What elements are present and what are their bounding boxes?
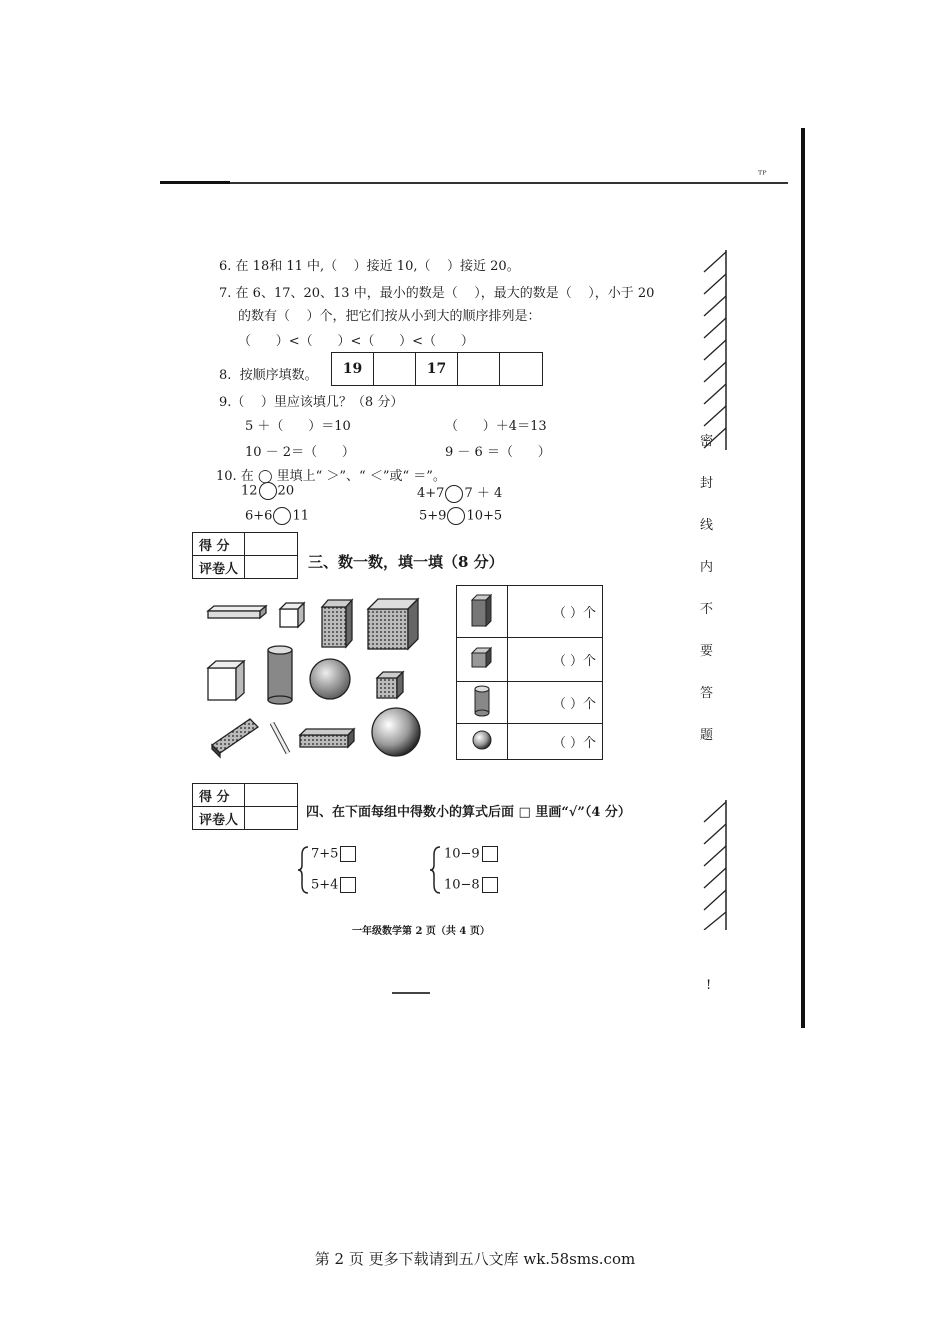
grader-label: 评卷人 xyxy=(193,807,245,830)
tall-cuboid-icon xyxy=(322,600,352,647)
sequence-boxes xyxy=(331,352,543,386)
compare-b-right: 7 ＋ 4 xyxy=(464,486,503,501)
flat-cuboid-icon xyxy=(300,729,354,747)
sphere-icon xyxy=(310,659,350,699)
count-row-shape xyxy=(457,682,508,724)
compare-c-right: 11 xyxy=(292,508,309,524)
score-box-section3 xyxy=(192,532,298,579)
sphere-icon xyxy=(469,727,495,753)
group1-expr-a: 7+5 xyxy=(311,846,339,862)
shapes-illustration xyxy=(200,595,440,765)
scan-mark xyxy=(392,992,430,994)
sequence-cell[interactable] xyxy=(374,353,416,385)
check-box[interactable] xyxy=(340,877,356,893)
group1-row2 xyxy=(311,877,356,893)
count-row-shape xyxy=(457,586,508,638)
group2-row1 xyxy=(444,846,498,862)
grader-value-cell[interactable] xyxy=(245,807,298,830)
side-char-2: 封 xyxy=(700,476,714,491)
question-9-eq3: 10 － 2＝（ ） xyxy=(245,445,355,460)
small-cube-icon xyxy=(377,672,403,698)
brace-icon xyxy=(296,845,310,895)
sequence-cell[interactable] xyxy=(458,353,500,385)
cube-icon xyxy=(469,645,495,671)
compare-circle[interactable] xyxy=(447,507,465,525)
score-box-section4 xyxy=(192,783,298,830)
stick-cylinder-icon xyxy=(272,723,288,753)
tilted-cuboid-icon xyxy=(212,719,258,757)
grader-label: 评卷人 xyxy=(193,556,245,579)
count-answer[interactable]: （ ）个 xyxy=(508,586,603,638)
group1-row1 xyxy=(311,846,356,862)
question-10-label: 10. 在 ◯ 里填上“ ＞”、“ ＜”或“ ＝”。 xyxy=(216,469,446,484)
grader-value-cell[interactable] xyxy=(245,556,298,579)
question-7-line1: 7. 在 6、17、20、13 中，最小的数是（ ），最大的数是（ ），小于 20 xyxy=(219,286,655,301)
top-rule xyxy=(160,182,788,184)
count-row-shape xyxy=(457,638,508,682)
cube-icon xyxy=(208,661,244,700)
large-cube-icon xyxy=(368,599,418,649)
sphere-icon xyxy=(372,708,420,756)
side-char-5: 不 xyxy=(700,602,714,617)
side-char-4: 内 xyxy=(700,560,714,575)
compare-b-left: 4+7 xyxy=(417,486,445,501)
compare-d-left: 5+9 xyxy=(419,508,447,524)
count-answer[interactable]: （ ）个 xyxy=(508,682,603,724)
cylinder-icon xyxy=(268,646,292,704)
small-cube-icon xyxy=(280,603,304,627)
hatch-strip-bottom xyxy=(700,800,730,930)
question-7-line3: （ ）<（ ）<（ ）<（ ） xyxy=(238,334,474,349)
compare-d-right: 10+5 xyxy=(466,508,503,524)
top-rule-accent xyxy=(160,181,230,184)
side-exclaim: ! xyxy=(706,978,712,993)
check-box[interactable] xyxy=(340,846,356,862)
section4-title: 四、在下面每组中得数小的算式后面 □ 里画“√”（4 分） xyxy=(306,805,631,820)
score-value-cell[interactable] xyxy=(245,784,298,807)
side-char-3: 线 xyxy=(700,518,714,533)
hatch-strip-top xyxy=(700,250,730,450)
question-9-eq1: 5 ＋（ ）＝10 xyxy=(245,419,351,434)
sequence-cell[interactable]: 19 xyxy=(332,353,374,385)
exam-page-footer: 一年级数学第 2 页（共 4 页） xyxy=(352,926,490,937)
sequence-cell[interactable] xyxy=(500,353,542,385)
side-char-7: 答 xyxy=(700,686,714,701)
compare-a xyxy=(241,482,294,500)
compare-c xyxy=(245,507,309,525)
document-footer: 第 2 页 更多下载请到五八文库 wk.58sms.com xyxy=(314,1250,636,1268)
question-7-line2: 的数有（ ）个，把它们按从小到大的顺序排列是： xyxy=(238,309,541,324)
side-char-6: 要 xyxy=(700,644,714,659)
count-answer[interactable]: （ ）个 xyxy=(508,724,603,760)
compare-d xyxy=(419,507,502,525)
cylinder-icon xyxy=(469,684,495,718)
group2-row2 xyxy=(444,877,498,893)
binding-bar xyxy=(801,128,805,1028)
compare-circle[interactable] xyxy=(259,482,277,500)
compare-a-right: 20 xyxy=(277,483,295,499)
section3-title: 三、数一数，填一填（8 分） xyxy=(308,553,504,571)
check-box[interactable] xyxy=(482,846,498,862)
group2-expr-a: 10−9 xyxy=(444,846,480,862)
score-label: 得 分 xyxy=(193,784,245,807)
question-9-eq4: 9 － 6 ＝（ ） xyxy=(445,445,551,460)
group2-expr-b: 10−8 xyxy=(444,877,480,893)
side-char-1: 密 xyxy=(700,434,714,449)
compare-a-left: 12 xyxy=(241,483,258,499)
compare-c-left: 6+6 xyxy=(245,508,273,524)
sequence-cell[interactable]: 17 xyxy=(416,353,458,385)
corner-mark: ᵀᴾ xyxy=(758,170,767,181)
count-answer[interactable]: （ ）个 xyxy=(508,638,603,682)
rod-cuboid-icon xyxy=(208,606,266,618)
compare-b xyxy=(417,482,502,503)
check-box[interactable] xyxy=(482,877,498,893)
question-9-label: 9.（ ）里应该填几？（8 分） xyxy=(219,395,404,410)
side-char-8: 题 xyxy=(700,728,714,743)
question-8-label: 8. 按顺序填数。 xyxy=(219,368,318,383)
score-label: 得 分 xyxy=(193,533,245,556)
compare-circle[interactable] xyxy=(445,485,463,503)
counting-table xyxy=(456,585,603,760)
score-value-cell[interactable] xyxy=(245,533,298,556)
question-6: 6. 在 18和 11 中,（ ）接近 10,（ ）接近 20。 xyxy=(219,259,520,274)
compare-circle[interactable] xyxy=(273,507,291,525)
brace-icon xyxy=(428,845,442,895)
count-row-shape xyxy=(457,724,508,760)
group1-expr-b: 5+4 xyxy=(311,877,339,893)
question-9-eq2: （ ）＋4＝13 xyxy=(445,419,547,434)
tall-cuboid-icon xyxy=(469,592,495,628)
